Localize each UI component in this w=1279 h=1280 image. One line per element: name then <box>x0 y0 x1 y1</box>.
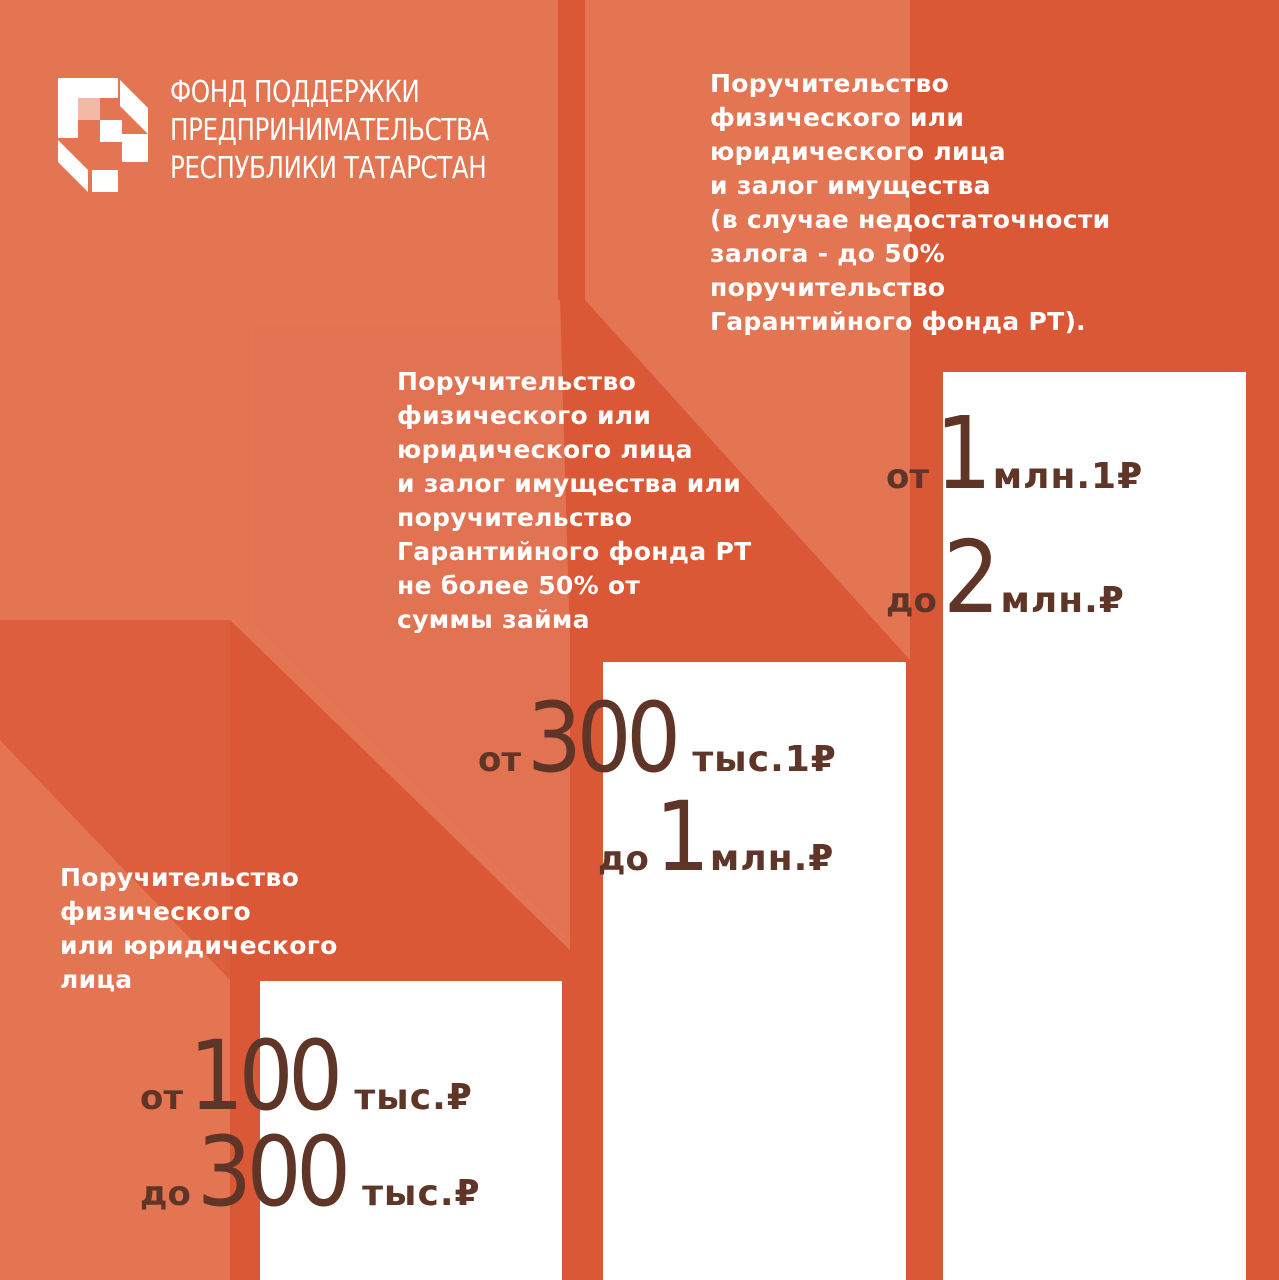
fund-name <box>170 74 489 188</box>
amount-unit: тыс.1₽ <box>692 739 837 780</box>
fund-name-line: ПРЕДПРИНИМАТЕЛЬСТВА <box>170 113 489 148</box>
amount-number: 300 <box>196 1116 346 1228</box>
description-line: поручительство <box>710 273 946 302</box>
description-line: не более 50% от <box>397 571 641 600</box>
amount-number: 1 <box>935 395 987 512</box>
description-line: суммы займа <box>397 605 590 634</box>
fund-name-line: ФОНД ПОДДЕРЖКИ <box>170 75 420 110</box>
amount-prefix: до <box>598 839 649 879</box>
description-line: физического или <box>397 401 652 430</box>
description-line: лица <box>60 965 133 994</box>
fund-logo-icon <box>58 78 150 192</box>
fund-name-line: РЕСПУБЛИКИ ТАТАРСТАН <box>170 151 487 186</box>
description-line: Гарантийного фонда РТ). <box>710 307 1086 336</box>
amount-unit: тыс.₽ <box>362 1173 481 1214</box>
amount-prefix: от <box>140 1078 184 1118</box>
description-line: поручительство <box>397 503 633 532</box>
description-line: Поручительство <box>710 69 950 98</box>
tier-2-description <box>397 365 751 637</box>
amount-number: 100 <box>189 1020 338 1132</box>
description-line: Гарантийного фонда РТ <box>397 537 752 566</box>
description-line: Поручительство <box>60 863 300 892</box>
tier-2-amount-to <box>598 781 835 893</box>
tier-1-amount-from <box>140 1020 473 1132</box>
tier-3-amount-from <box>886 395 1144 512</box>
amount-prefix: до <box>140 1174 191 1214</box>
amount-unit: млн.₽ <box>1000 580 1125 621</box>
description-line: или юридического <box>60 931 338 960</box>
tier-2-amount-from <box>478 682 837 794</box>
tier-1-description <box>60 861 338 997</box>
amount-number: 1 <box>654 781 705 893</box>
amount-prefix: от <box>886 457 930 497</box>
description-line: Поручительство <box>397 367 637 396</box>
tier-1-amount-to <box>140 1116 481 1228</box>
amount-unit: млн.1₽ <box>992 456 1144 497</box>
amount-number: 300 <box>527 682 676 794</box>
description-line: залога - до 50% <box>710 239 946 268</box>
description-line: и залог имущества <box>710 171 991 200</box>
tier-3-amount-to <box>886 519 1125 636</box>
description-line: юридического лица <box>397 435 693 464</box>
description-line: и залог имущества или <box>397 469 742 498</box>
tier-3-bar <box>943 372 1246 1280</box>
description-line: юридического лица <box>710 137 1006 166</box>
amount-unit: млн.₽ <box>709 838 835 879</box>
tier-3-description <box>710 67 1110 339</box>
amount-unit: тыс.₽ <box>354 1077 473 1118</box>
amount-prefix: от <box>478 740 522 780</box>
description-line: физического или <box>710 103 965 132</box>
description-line: (в случае недостаточности <box>710 205 1111 234</box>
description-line: физического <box>60 897 251 926</box>
amount-number: 2 <box>942 519 995 636</box>
amount-prefix: до <box>886 581 937 621</box>
